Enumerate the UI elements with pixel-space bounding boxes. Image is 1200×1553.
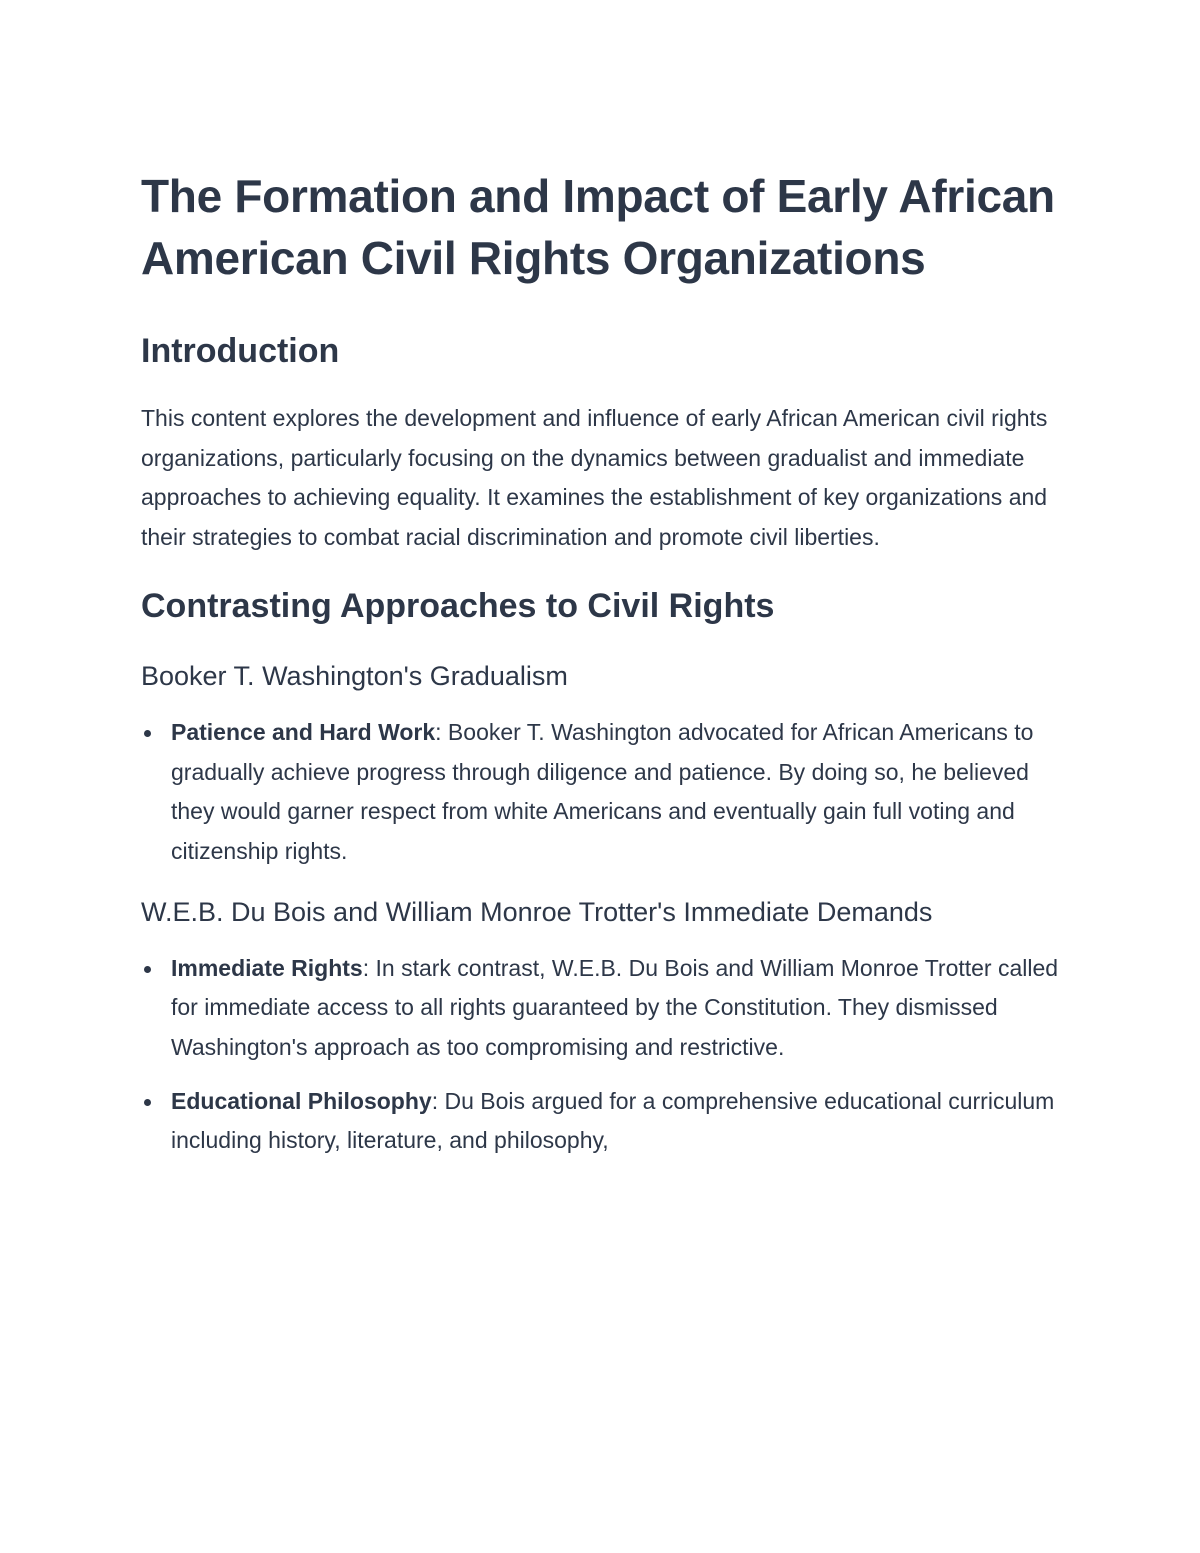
bullet-text: : In stark contrast, W.E.B. Du Bois and William Monroe Trotter called for immediate access to all rights guaranteed by the Constitution. They dismissed Washington's approach as too compromising and restrictive. — [171, 954, 1059, 1061]
document-title: The Formation and Impact of Early African American Civil Rights Organizations — [141, 170, 1055, 284]
introduction-paragraph: This content explores the development and influence of early African American civil rights organizations, particularly focusing on the dynamics between gradualist and immediate approaches to achieving equality. It examines the establishment of key organizations and their strategies to combat racial discrimination and promote civil liberties. — [141, 405, 1048, 551]
list-item — [141, 1082, 1061, 1161]
washington-gradualism-heading: Booker T. Washington's Gradualism — [141, 660, 568, 691]
bullet-dot-icon — [144, 966, 151, 973]
list-item — [141, 949, 1061, 1068]
washington-bullet-list — [141, 713, 1061, 872]
contrasting-approaches-heading: Contrasting Approaches to Civil Rights — [141, 586, 775, 625]
bullet-term: Immediate Rights — [171, 954, 363, 981]
document-content — [141, 165, 1061, 1161]
bullet-term: Patience and Hard Work — [171, 718, 436, 745]
list-item — [141, 713, 1061, 872]
dubois-bullet-list — [141, 949, 1061, 1162]
bullet-dot-icon — [144, 1099, 151, 1106]
bullet-term: Educational Philosophy — [171, 1087, 432, 1114]
introduction-heading: Introduction — [141, 332, 340, 370]
dubois-immediate-demands-heading: W.E.B. Du Bois and William Monroe Trotter's Immediate Demands — [141, 896, 933, 927]
bullet-dot-icon — [144, 730, 151, 737]
bullet-text: : Du Bois argued for a comprehensive educational curriculum including history, literature, and philosophy, — [171, 1087, 1055, 1154]
bullet-text: : Booker T. Washington advocated for African Americans to gradually achieve progress through diligence and patience. By doing so, he believed they would garner respect from white Americans and eventually gain full voting and citizenship rights. — [171, 718, 1034, 864]
